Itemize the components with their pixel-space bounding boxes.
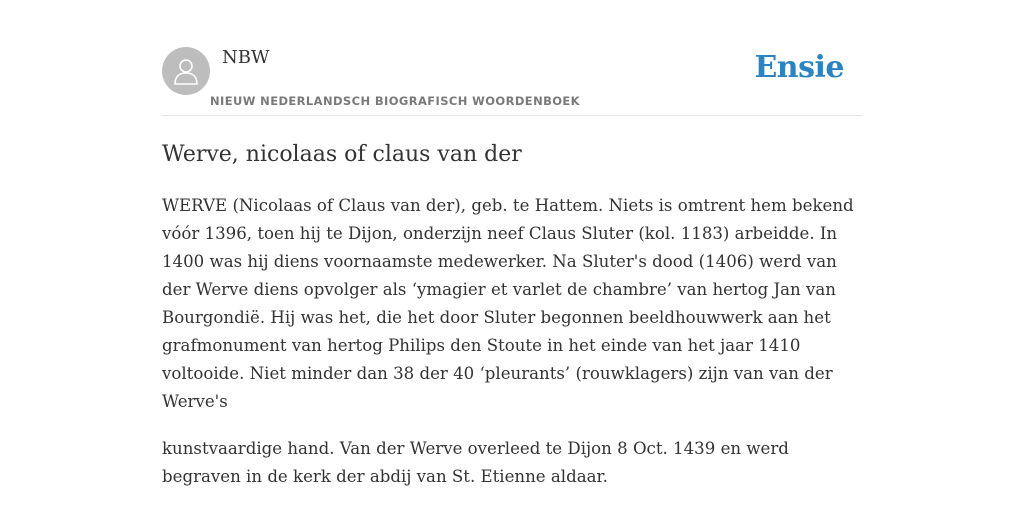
article-title: Werve, nicolaas of claus van der bbox=[162, 142, 522, 167]
article-body bbox=[162, 192, 862, 491]
article-paragraph-1: WERVE (Nicolaas of Claus van der), geb. te Hattem. Niets is omtrent hem bekend vóór 1396, toen hij te Dijon, onderzijn neef Claus Sluter (kol. 1183) arbeidde. In 1400 was hij diens voornaamste medewerker. Na Sluter's dood (1406) werd van der Werve diens opvolger als ‘ymagier et varlet de chambre’ van hertog Jan van Bourgondië. Hij was het, die het door Sluter begonnen beeldhouwwerk aan het grafmonument van hertog Philips den Stoute in het einde van het jaar 1410 voltooide. Niet minder dan 38 der 40 ‘pleurants’ (rouwklagers) zijn van van der Werve's bbox=[162, 196, 854, 411]
article-paragraph-2: kunstvaardige hand. Van der Werve overleed te Dijon 8 Oct. 1439 en werd begraven in de kerk der abdij van St. Etienne aldaar. bbox=[162, 439, 789, 486]
ensie-logo[interactable]: Ensie bbox=[754, 50, 844, 85]
avatar[interactable] bbox=[162, 47, 210, 95]
page-container bbox=[162, 0, 862, 486]
source-full-name: NIEUW NEDERLANDSCH BIOGRAFISCH WOORDENBOEK bbox=[210, 94, 580, 108]
header bbox=[162, 0, 862, 116]
source-abbreviation[interactable]: NBW bbox=[222, 47, 270, 68]
user-avatar-icon bbox=[173, 57, 199, 85]
